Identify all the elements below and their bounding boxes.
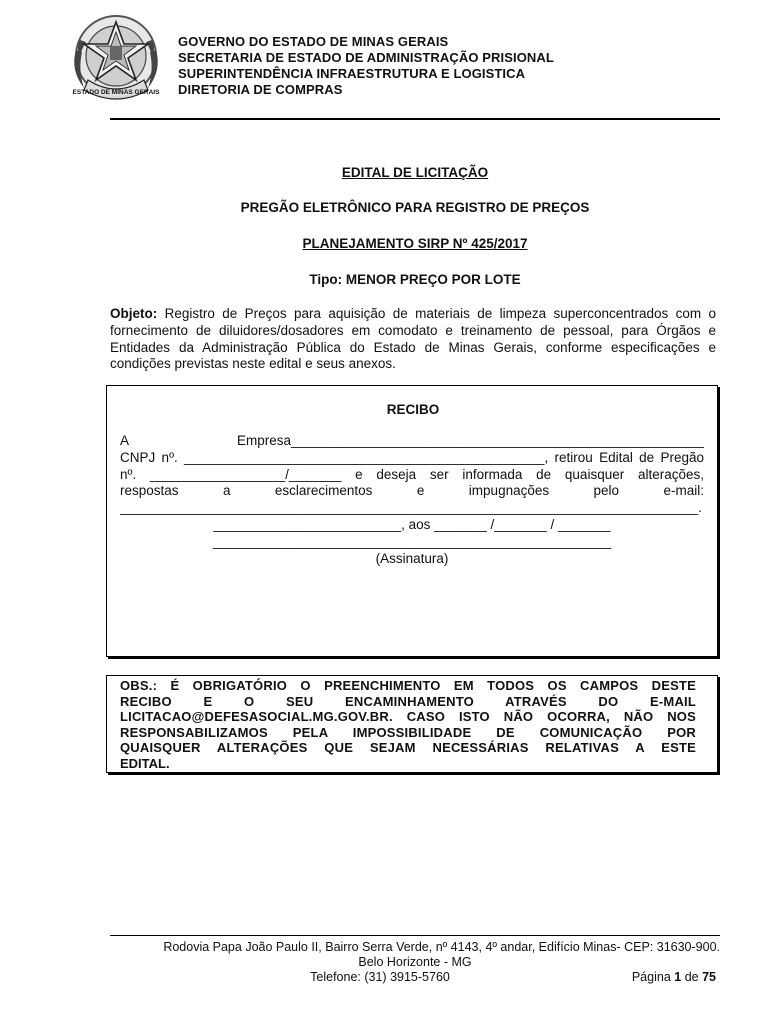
recibo-line-numero: nº. __________________/_______ e deseja ser informada de quaisquer alterações, bbox=[120, 466, 704, 482]
obs-line: RESPONSABILIZAMOS PELA IMPOSSIBILIDADE DE COMUNICAÇÃO POR bbox=[120, 724, 696, 740]
obs-line: OBS.: É OBRIGATÓRIO O PREENCHIMENTO EM TODOS OS CAMPOS DESTE bbox=[120, 678, 696, 693]
letterhead-line-government: GOVERNO DO ESTADO DE MINAS GERAIS bbox=[178, 34, 449, 49]
page-total: 75 bbox=[702, 970, 716, 984]
recibo-line-empresa: A Empresa_______________________________________________________ bbox=[120, 433, 704, 448]
obs-text bbox=[120, 678, 696, 772]
obs-line: LICITACAO@DEFESASOCIAL.MG.GOV.BR. CASO ISTO NÃO OCORRA, NÃO NOS bbox=[120, 709, 696, 725]
letterhead-line-superintendence: SUPERINTENDÊNCIA INFRAESTRUTURA E LOGISTICA bbox=[178, 66, 526, 81]
objeto-paragraph bbox=[110, 306, 716, 373]
obs-line: QUAISQUER ALTERAÇÕES QUE SEJAM NECESSÁRIAS RELATIVAS A ESTE bbox=[120, 740, 696, 756]
obs-line-last: EDITAL. bbox=[120, 755, 170, 771]
seal-text: ESTADO DE MINAS GERAIS bbox=[72, 89, 160, 96]
pregao-title: PREGÃO ELETRÔNICO PARA REGISTRO DE PREÇOS bbox=[240, 200, 590, 215]
page-current: 1 bbox=[674, 970, 682, 984]
letterhead-line-directorate: DIRETORIA DE COMPRAS bbox=[178, 82, 343, 97]
objeto-text: Registro de Preços para aquisição de materiais de limpeza superconcentrados com o fornecimento de diluidores/dosadores em comodato e treinamento de pessoal, para Órgãos e Entidades da Administração Pública do Estado de Minas Gerais, conforme especificações e condições previstas neste edital e seus anexos. bbox=[110, 306, 716, 372]
header-divider bbox=[110, 118, 720, 120]
document-title: EDITAL DE LICITAÇÃO bbox=[341, 165, 489, 180]
page-of: de bbox=[684, 970, 699, 984]
obs-line: RECIBO E O SEU ENCAMINHAMENTO ATRAVÉS DO E-MAIL bbox=[120, 693, 696, 709]
letterhead-line-secretariat: SECRETARIA DE ESTADO DE ADMINISTRAÇÃO PRISIONAL bbox=[178, 50, 554, 65]
letterhead bbox=[178, 34, 554, 98]
planejamento-title: PLANEJAMENTO SIRP Nº 425/2017 bbox=[302, 236, 528, 251]
recibo-signature-label: (Assinatura) bbox=[375, 550, 449, 566]
minas-gerais-seal-logo bbox=[66, 10, 170, 108]
recibo-signature-line: _____________________________________________________ bbox=[213, 533, 611, 549]
recibo-line-cnpj: CNPJ nº. ________________________________________________, retirou Edital de Pregão bbox=[120, 449, 704, 465]
recibo-title: RECIBO bbox=[386, 402, 440, 417]
recibo-body bbox=[120, 433, 704, 567]
recibo-line-respostas: respostas a esclarecimentos e impugnações pelo e-mail: bbox=[120, 483, 704, 499]
footer-divider bbox=[110, 935, 720, 936]
page-label: Página bbox=[631, 970, 671, 984]
recibo-line-email: _____________________________________________________________________________. bbox=[120, 500, 702, 516]
page-number bbox=[600, 970, 716, 986]
objeto-label: Objeto: bbox=[110, 306, 158, 321]
tipo-title: Tipo: MENOR PREÇO POR LOTE bbox=[309, 272, 521, 287]
footer-city: Belo Horizonte - MG bbox=[358, 955, 472, 969]
footer-address: Rodovia Papa João Paulo II, Bairro Serra Verde, nº 4143, 4º andar, Edifício Minas- CEP: 31630-900. bbox=[163, 940, 720, 954]
footer-phone: Telefone: (31) 3915-5760 bbox=[310, 970, 450, 984]
recibo-date-line: _________________________, aos _______ /_______ / _______ bbox=[213, 516, 611, 532]
